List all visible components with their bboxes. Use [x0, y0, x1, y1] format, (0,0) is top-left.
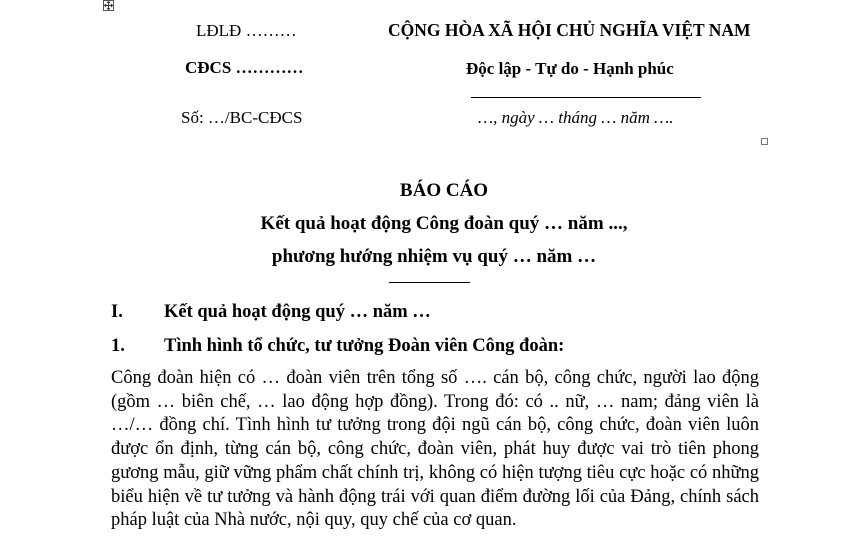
doc-subtitle-line-1: Kết quả hoạt động Công đoàn quý … năm ..., — [260, 213, 628, 234]
table-resize-handle[interactable] — [761, 138, 768, 145]
org-line-1: LĐLĐ ……… — [196, 21, 297, 40]
title-underline — [389, 282, 470, 283]
doc-subtitle-line-2: phương hướng nhiệm vụ quý … năm … — [271, 246, 597, 267]
subsection-heading: Tình hình tổ chức, tư tưởng Đoàn viên Công đoàn: — [164, 336, 565, 356]
subsection-number: 1. — [111, 336, 125, 356]
section-heading: Kết quả hoạt động quý … năm … — [164, 302, 431, 322]
country-name: CỘNG HÒA XÃ HỘI CHỦ NGHĨA VIỆT NAM — [388, 20, 751, 40]
org-line-2: CĐCS ………… — [185, 58, 304, 77]
section-number: I. — [111, 302, 123, 322]
doc-number: Số: …/BC-CĐCS — [181, 108, 303, 127]
motto: Độc lập - Tự do - Hạnh phúc — [466, 59, 674, 78]
doc-title: BÁO CÁO — [399, 180, 489, 201]
place-date: …, ngày … tháng … năm …. — [478, 108, 674, 127]
body-paragraph: Công đoàn hiện có … đoàn viên trên tổng số …. cán bộ, công chức, người lao động (gồm … biên chế, … lao động hợp đồng). Trong đó: có .. nữ, … nam; đảng viên là …/… đồng chí. Tình hình tư tưởng trong đội ngũ cán bộ, công chức, đoàn viên luôn được ổn định, từng cán bộ, công chức, đoàn viên, phát huy được vai trò tiên phong gương mẫu, giữ vững phẩm chất chính trị, không có hiện tượng tiêu cực hoặc có những biểu hiện về tư tưởng và hành động trái với quan điểm đường lối của Đảng, chính sách pháp luật của Nhà nước, nội quy, quy chế của cơ quan. — [111, 368, 759, 531]
table-move-handle-icon[interactable] — [103, 0, 114, 11]
motto-underline — [471, 97, 701, 98]
